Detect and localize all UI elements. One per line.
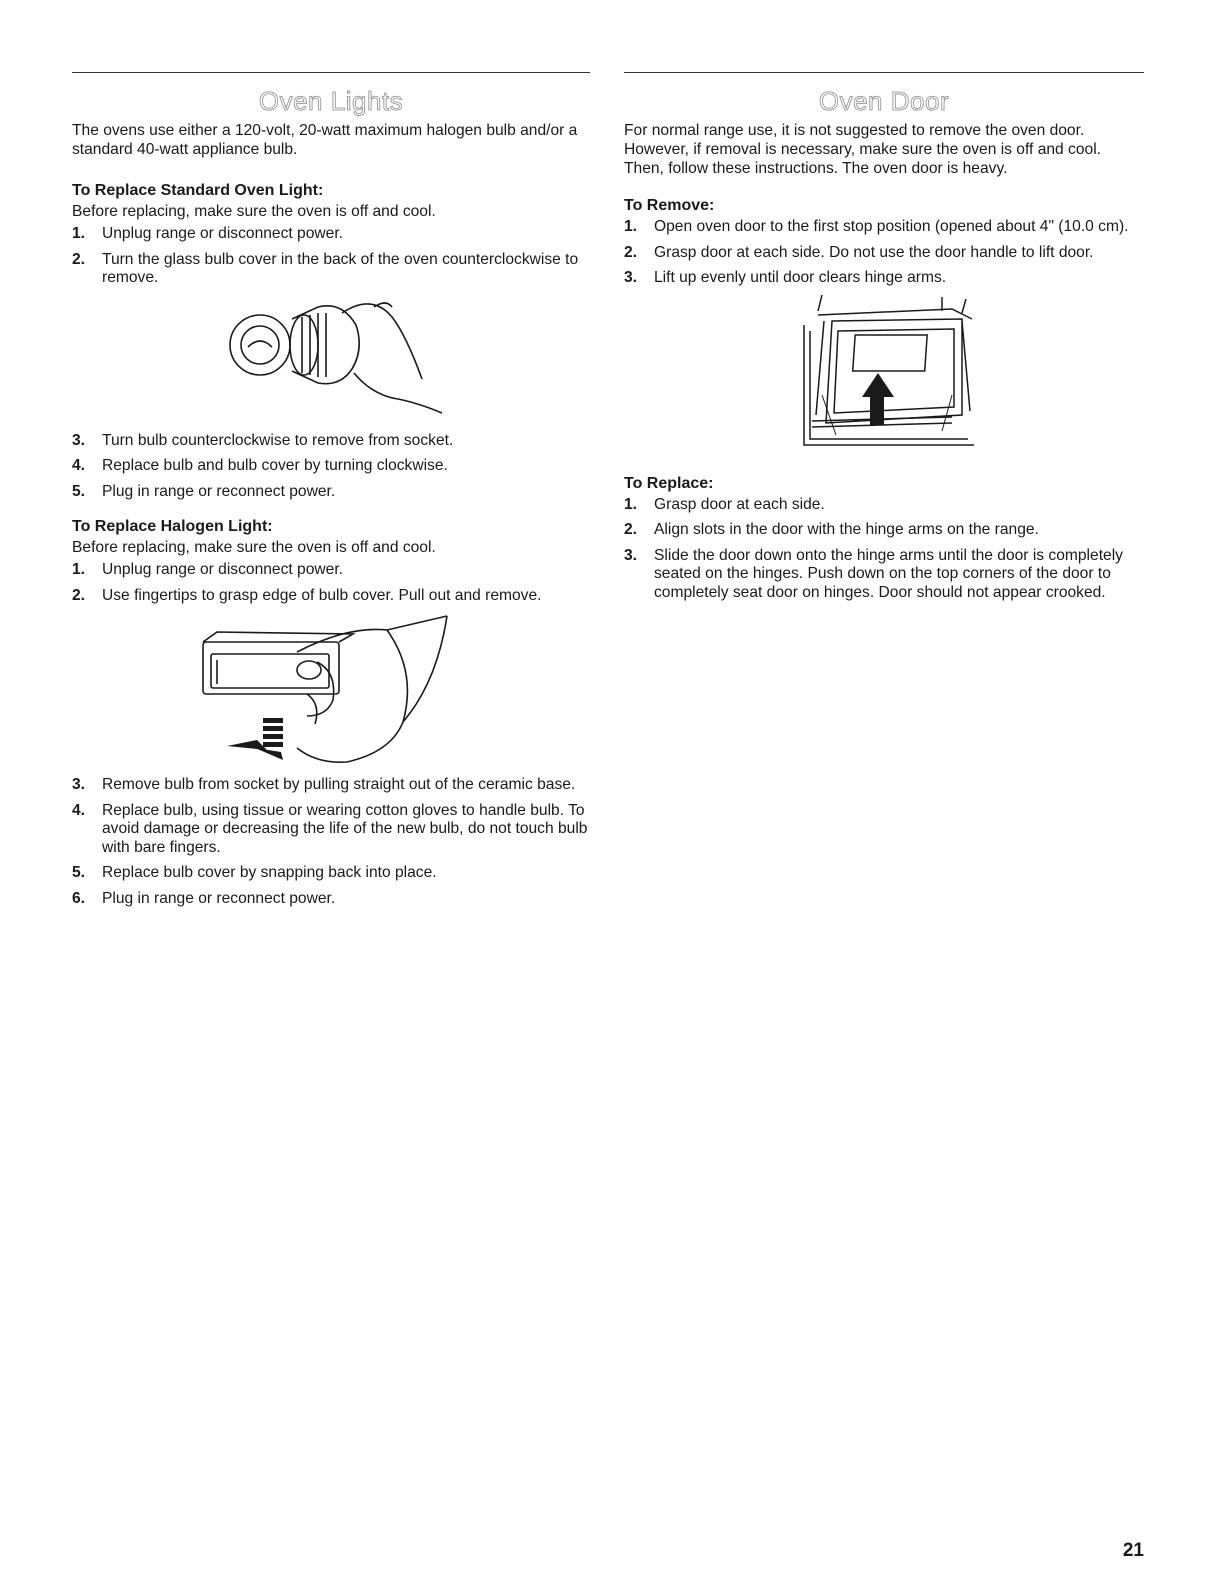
- list-item: 1. Open oven door to the first stop position (opened about 4" (10.0 cm).: [624, 218, 1129, 235]
- list-item: 3. Lift up evenly until door clears hinge arms.: [624, 269, 947, 286]
- list-item: 4. Replace bulb and bulb cover by turning clockwise.: [72, 457, 448, 474]
- list-item: 2. Grasp door at each side. Do not use the door handle to lift door.: [624, 243, 1094, 261]
- halogen-cover-removal-illustration: [197, 612, 487, 772]
- section-divider: [72, 72, 590, 73]
- list-item: 3. Turn bulb counterclockwise to remove from socket.: [72, 431, 454, 449]
- list-item: 2. Align slots in the door with the hinge arms on the range.: [624, 521, 1039, 538]
- standard-light-heading: To Replace Standard Oven Light:: [72, 182, 324, 199]
- remove-heading: To Remove:: [624, 197, 715, 214]
- halogen-steps-list-continued: [72, 776, 590, 908]
- remove-steps-list: [624, 218, 1144, 288]
- bulb-cover-removal-illustration: [222, 295, 472, 430]
- section-divider: [624, 72, 1144, 73]
- list-item: 3. Slide the door down onto the hinge arms until the door is completely seated on the hinges. Push down on the top corners of the door to completely seat door on hinges. Door should not appear crooked.: [624, 546, 1123, 601]
- oven-door-intro: For normal range use, it is not suggested to remove the oven door. However, if removal is necessary, make sure the oven is off and cool. Then, follow these instructions. The oven door is heavy.: [624, 122, 1101, 177]
- page-number: 21: [1122, 1540, 1144, 1561]
- oven-door-removal-illustration: [802, 295, 977, 450]
- list-item: 2. Turn the glass bulb cover in the back of the oven counterclockwise to remove.: [72, 250, 579, 286]
- list-item: 1. Grasp door at each side.: [624, 495, 825, 513]
- list-item: 3. Remove bulb from socket by pulling straight out of the ceramic base.: [72, 776, 576, 793]
- standard-light-note: Before replacing, make sure the oven is off and cool.: [72, 203, 436, 220]
- oven-lights-intro: The ovens use either a 120-volt, 20-watt maximum halogen bulb and/or a standard 40-watt appliance bulb.: [72, 122, 578, 158]
- list-item: 1. Unplug range or disconnect power.: [72, 561, 343, 578]
- list-item: 1. Unplug range or disconnect power.: [72, 225, 343, 242]
- halogen-light-heading: To Replace Halogen Light:: [72, 518, 273, 535]
- halogen-light-note: Before replacing, make sure the oven is off and cool.: [72, 539, 436, 556]
- standard-steps-list: [72, 225, 590, 288]
- section-title-oven-lights: Oven Lights: [258, 86, 404, 116]
- standard-steps-list-continued: [72, 432, 590, 502]
- replace-heading: To Replace:: [624, 474, 714, 492]
- halogen-steps-list: [72, 561, 590, 605]
- list-item: 2. Use fingertips to grasp edge of bulb cover. Pull out and remove.: [72, 586, 542, 604]
- list-item: 6. Plug in range or reconnect power.: [72, 889, 336, 907]
- replace-steps-list: [624, 496, 1144, 603]
- list-item: 4. Replace bulb, using tissue or wearing cotton gloves to handle bulb. To avoid damage or decreasing the life of the new bulb, do not touch bulb with bare fingers.: [72, 801, 588, 856]
- section-title-oven-door: Oven Door: [818, 86, 950, 116]
- list-item: 5. Plug in range or reconnect power.: [72, 482, 336, 500]
- list-item: 5. Replace bulb cover by snapping back into place.: [72, 864, 437, 881]
